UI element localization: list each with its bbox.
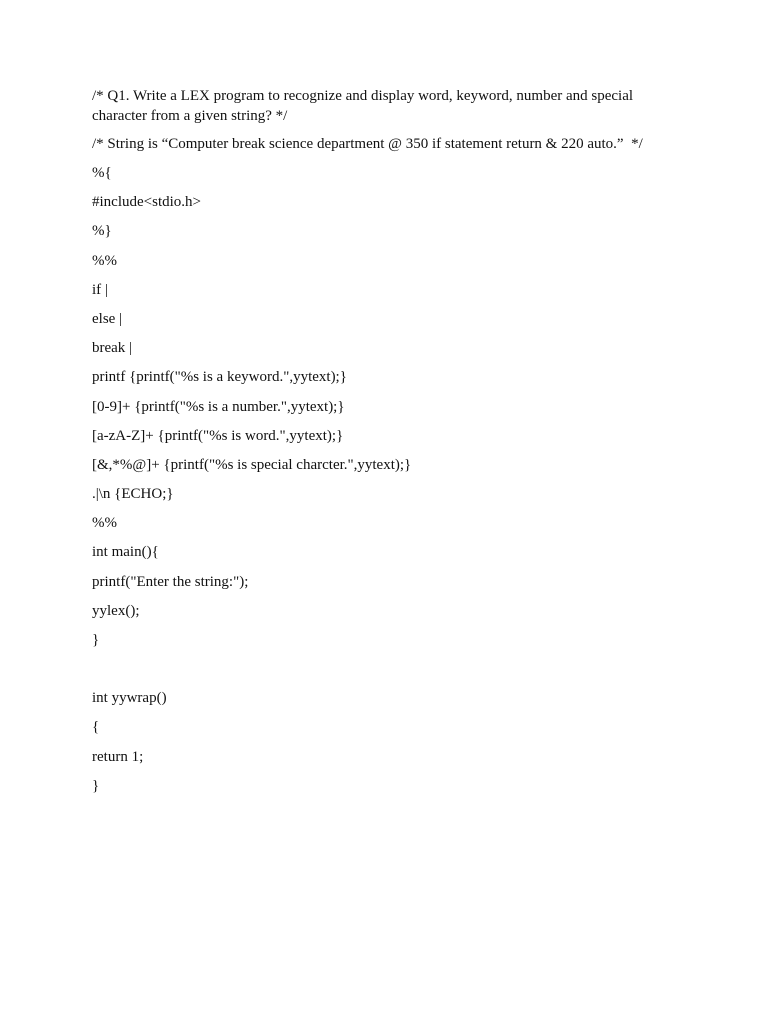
code-line: if | (92, 282, 108, 298)
code-line: #include<stdio.h> (92, 194, 201, 210)
code-line: %{ (92, 165, 112, 181)
code-line: %} (92, 223, 112, 239)
code-line: break | (92, 340, 133, 356)
code-line: } (92, 632, 100, 648)
code-line: printf("Enter the string:"); (92, 574, 249, 590)
code-line: [&,*%@]+ {printf("%s is special charcter.",yytext);} (92, 457, 412, 473)
code-line: [a-zA-Z]+ {printf("%s is word.",yytext);} (92, 428, 344, 444)
code-line: yylex(); (92, 603, 140, 619)
code-line: %% (92, 253, 117, 269)
comment-string: /* String is “Computer break science department @ 350 if statement return & 220 auto.” */ (92, 136, 643, 152)
code-line: return 1; (92, 749, 144, 765)
code-line: { (92, 719, 100, 735)
code-line: [0-9]+ {printf("%s is a number.",yytext);} (92, 399, 345, 415)
code-line: int yywrap() (92, 690, 167, 706)
code-line: else | (92, 311, 123, 327)
code-line: int main(){ (92, 544, 159, 560)
code-line: } (92, 778, 100, 794)
code-line: .|\n {ECHO;} (92, 486, 174, 502)
code-line: %% (92, 515, 117, 531)
comment-question: /* Q1. Write a LEX program to recognize and display word, keyword, number and special character from a given string? */ (92, 88, 634, 124)
code-line: printf {printf("%s is a keyword.",yytext);} (92, 369, 347, 385)
